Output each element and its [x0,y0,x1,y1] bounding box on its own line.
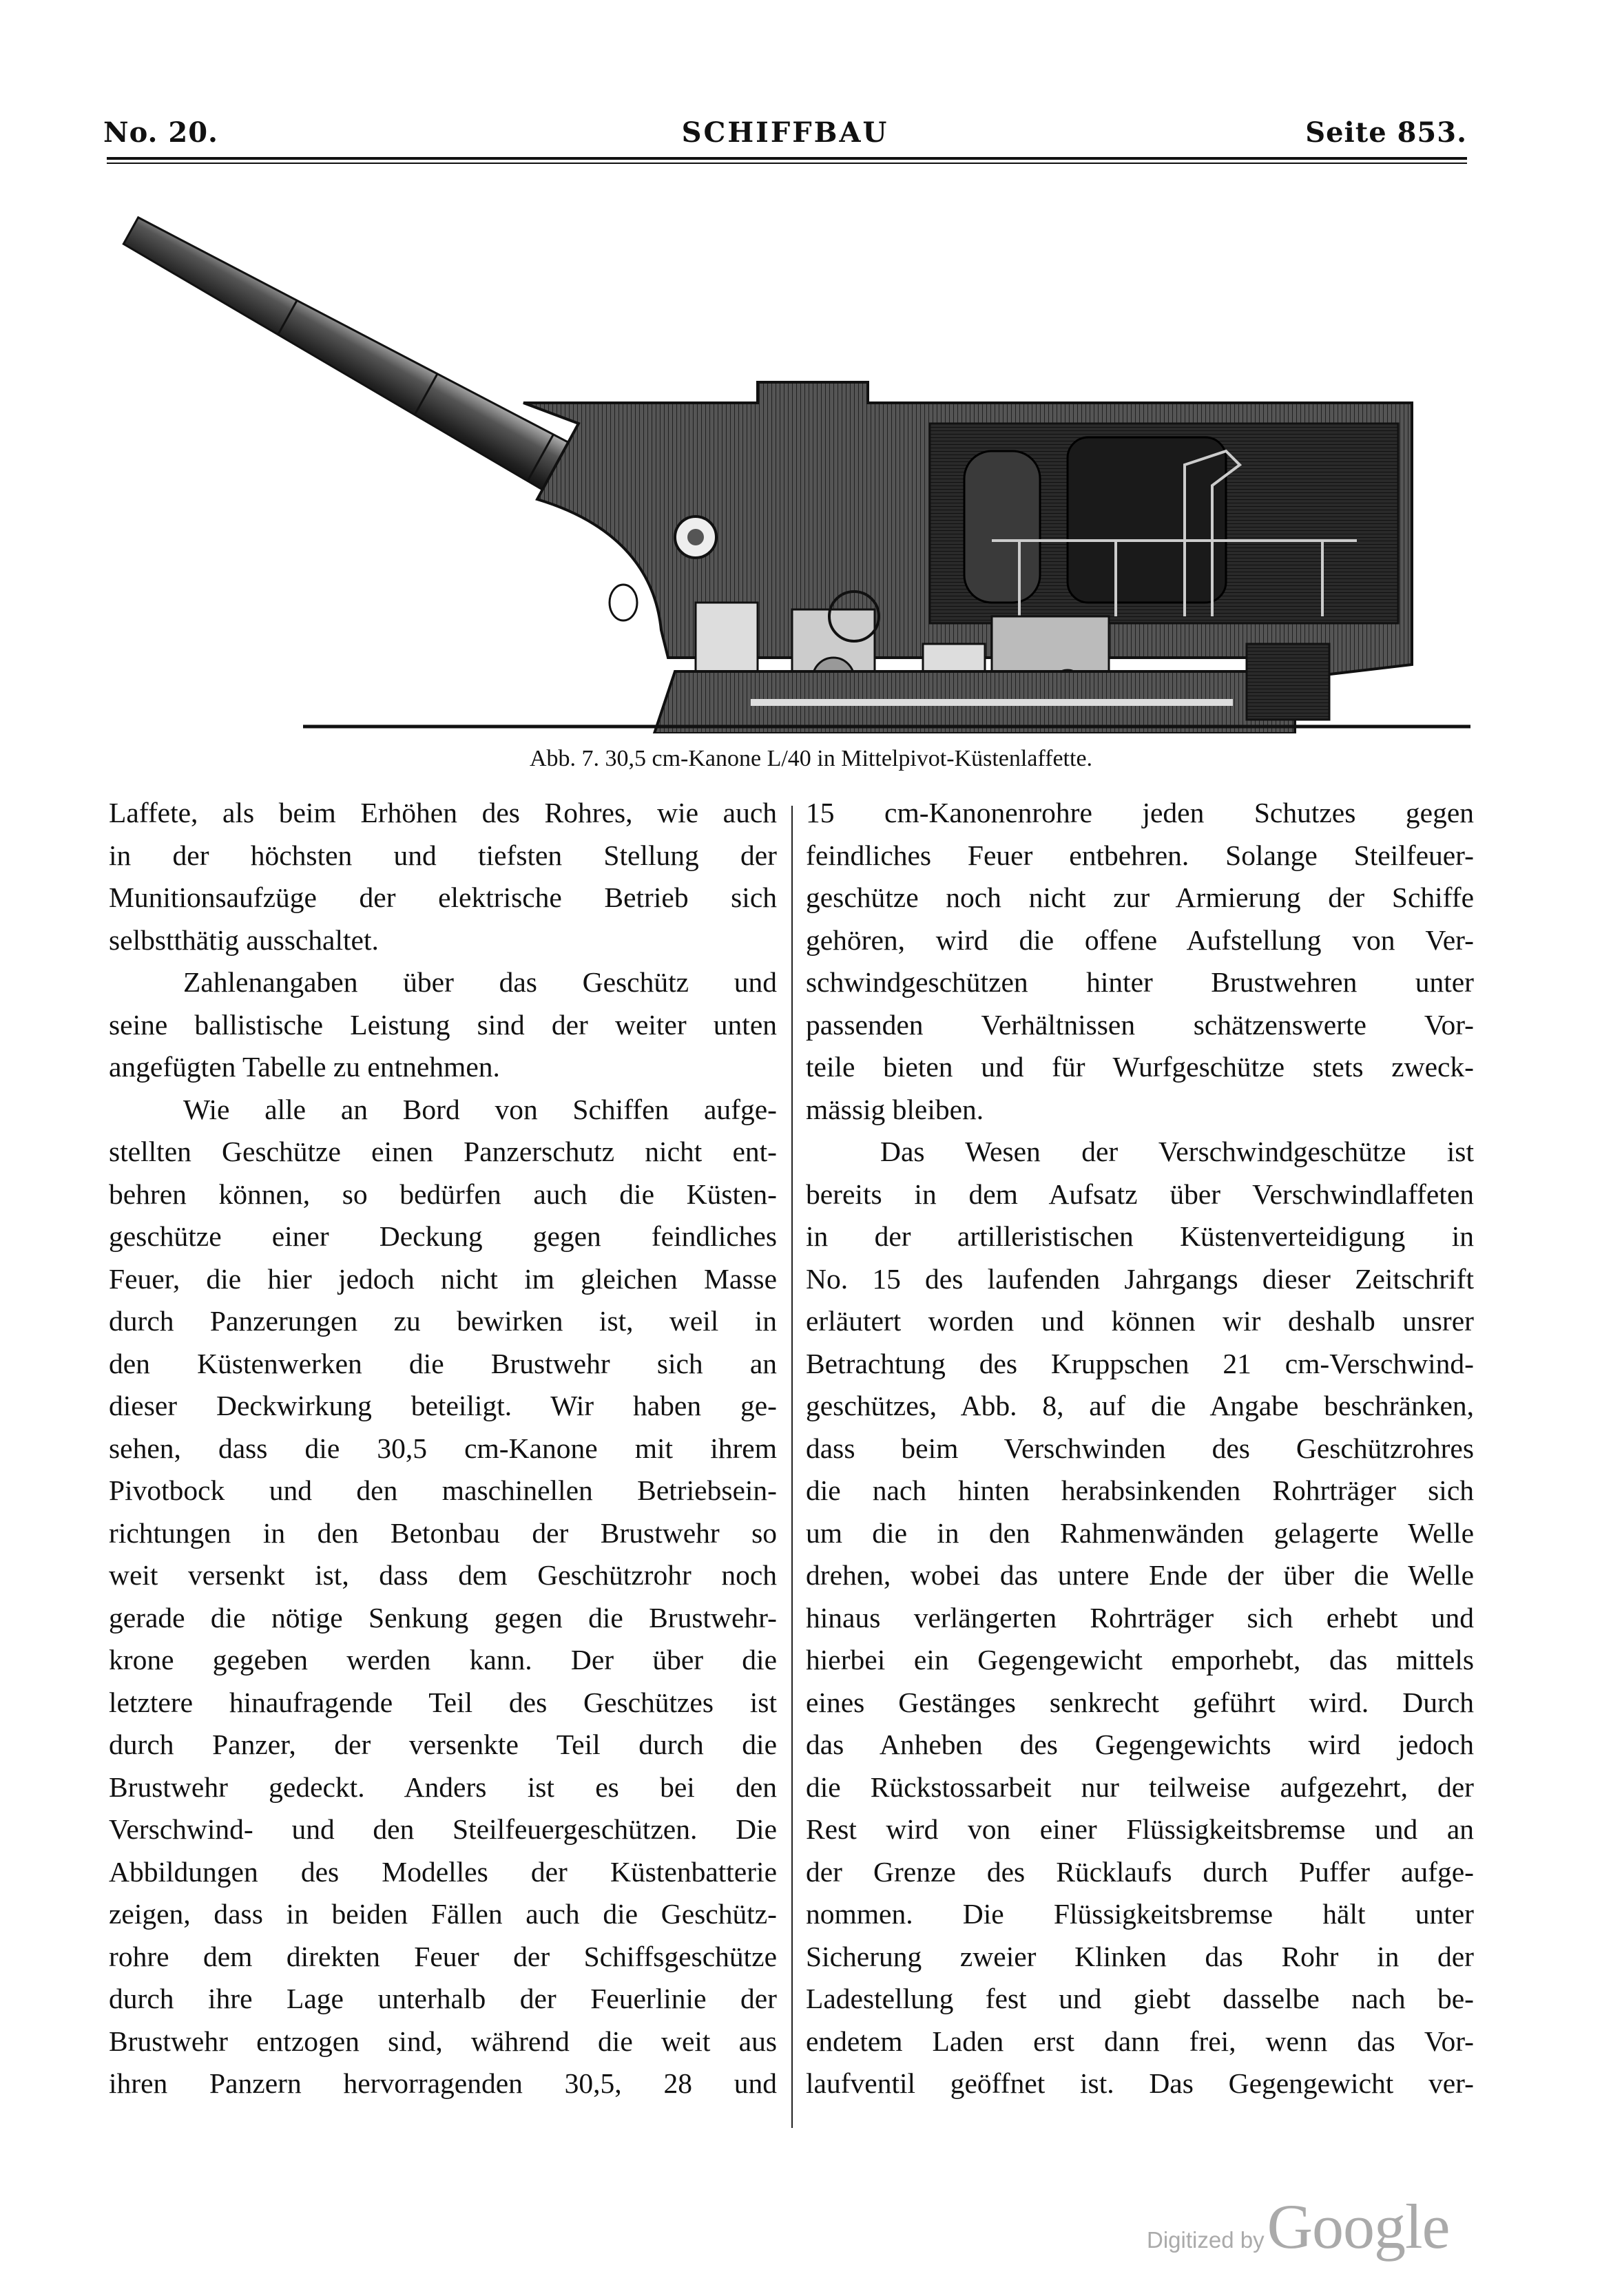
paragraph-line: Brustwehr gedeckt. Anders ist es bei den [109,1771,777,1803]
paragraph-line: seine ballistische Leistung sind der weiter unten [109,1008,777,1041]
paragraph-line: behren können, so bedürfen auch die Küsten- [109,1178,777,1210]
cannon-illustration-icon [110,176,1470,733]
paragraph-line: passenden Verhältnissen schätzenswerte Vor- [806,1008,1474,1041]
paragraph-line: hierbei ein Gegengewicht emporhebt, das mittels [806,1644,1474,1676]
header-rule-thin [107,163,1467,164]
paragraph-line: laufventil geöffnet ist. Das Gegengewicht ver- [806,2067,1474,2099]
paragraph-line: das Anheben des Gegengewichts wird jedoch [806,1729,1474,1760]
paragraph-line: endetem Laden erst dann frei, wenn das Vor- [806,2025,1474,2057]
paragraph-line: Munitionsaufzüge der elektrische Betrieb sich [109,881,777,913]
journal-title: SCHIFFBAU [681,116,889,149]
header-rule-thick [107,157,1467,160]
paragraph-line: Das Wesen der Verschwindgeschütze ist [880,1136,1474,1167]
google-logo-icon: Google [1267,2191,1450,2262]
paragraph-line: gehören, wird die offene Aufstellung von Ver- [806,923,1474,956]
paragraph-line: dieser Deckwirkung beteiligt. Wir haben ge- [109,1390,777,1421]
paragraph-line: Laffete, als beim Erhöhen des Rohres, wie auch [109,797,777,828]
paragraph-line: ihren Panzern hervorragenden 30,5, 28 und [109,2067,777,2099]
paragraph-line: Ladestellung fest und giebt dasselbe nach be- [806,1983,1474,2014]
paragraph-line: Betrachtung des Kruppschen 21 cm-Verschwind- [806,1347,1474,1379]
paragraph-line: Zahlenangaben über das Geschütz und [183,966,777,998]
paragraph-line: No. 15 des laufenden Jahrgangs dieser Zeitschrift [806,1262,1474,1295]
paragraph-line: die Rückstossarbeit nur teilweise aufgezehrt, der [806,1771,1474,1803]
paragraph-line: rohre dem direkten Feuer der Schiffsgeschütze [109,1940,777,1972]
paragraph-line: nommen. Die Flüssigkeitsbremse hält unter [806,1898,1474,1930]
paragraph-line: Pivotbock und den maschinellen Betriebsein- [109,1474,777,1506]
right-column [806,792,1474,2105]
paragraph-line: Feuer, die hier jedoch nicht im gleichen Masse [109,1262,777,1295]
watermark-prefix: Digitized by [1147,2227,1265,2253]
paragraph-line: um die in den Rahmenwänden gelagerte Welle [806,1516,1474,1549]
paragraph-line: durch Panzer, der versenkte Teil durch die [109,1729,777,1760]
digitized-watermark [1147,2190,1449,2263]
paragraph-line: in der höchsten und tiefsten Stellung der [109,839,777,871]
paragraph-line: angefügten Tabelle zu entnehmen. [109,1051,500,1083]
paragraph-line: sehen, dass die 30,5 cm-Kanone mit ihrem [109,1432,777,1464]
paragraph-line: 15 cm-Kanonenrohre jeden Schutzes gegen [806,797,1474,828]
issue-number: No. 20. [103,116,218,149]
paragraph-line: bereits in dem Aufsatz über Verschwindlaffeten [806,1178,1474,1210]
paragraph-line: durch Panzerungen zu bewirken ist, weil in [109,1305,777,1337]
column-divider [791,806,793,2128]
paragraph-line: eines Gestänges senkrecht geführt wird. Durch [806,1686,1474,1718]
paragraph-line: krone gegeben werden kann. Der über die [109,1644,777,1676]
paragraph-line: letztere hinaufragende Teil des Geschützes ist [109,1686,777,1718]
paragraph-line: der Grenze des Rücklaufs durch Puffer aufge- [806,1855,1474,1888]
paragraph-line: Wie alle an Bord von Schiffen aufge- [183,1093,777,1125]
paragraph-line: geschützes, Abb. 8, auf die Angabe beschränken, [806,1390,1474,1421]
paragraph-line: teile bieten und für Wurfgeschütze stets zweck- [806,1051,1474,1083]
paragraph-line: Sicherung zweier Klinken das Rohr in der [806,1940,1474,1972]
paragraph-line: weit versenkt ist, dass dem Geschützrohr noch [109,1559,777,1591]
paragraph-line: mässig bleiben. [806,1093,984,1125]
paragraph-line: Rest wird von einer Flüssigkeitsbremse und an [806,1813,1474,1845]
paragraph-line: durch ihre Lage unterhalb der Feuerlinie der [109,1983,777,2014]
paragraph-line: Brustwehr entzogen sind, während die weit aus [109,2025,777,2057]
paragraph-line: drehen, wobei das untere Ende der über die Welle [806,1559,1474,1591]
paragraph-line: gerade die nötige Senkung gegen die Brustwehr- [109,1601,777,1634]
paragraph-line: schwindgeschützen hinter Brustwehren unter [806,966,1474,998]
paragraph-line: erläutert worden und können wir deshalb unsrer [806,1305,1474,1337]
paragraph-line: in der artilleristischen Küstenverteidigung in [806,1220,1474,1252]
paragraph-line: selbstthätig ausschaltet. [109,923,379,956]
running-header [103,116,1467,150]
paragraph-line: richtungen in den Betonbau der Brustwehr so [109,1516,777,1549]
paragraph-line: stellten Geschütze einen Panzerschutz nicht ent- [109,1136,777,1167]
page-number: Seite 853. [1305,116,1467,149]
figure-cannon [110,176,1470,733]
paragraph-line: Verschwind- und den Steilfeuergeschützen. Die [109,1813,777,1845]
paragraph-line: geschütze einer Deckung gegen feindliches [109,1220,777,1252]
paragraph-line: den Küstenwerken die Brustwehr sich an [109,1347,777,1379]
paragraph-line: dass beim Verschwinden des Geschützrohres [806,1432,1474,1464]
figure-caption: Abb. 7. 30,5 cm-Kanone L/40 in Mittelpivot-Küstenlaffette. [529,746,1093,771]
paragraph-line: feindliches Feuer entbehren. Solange Steilfeuer- [806,839,1474,871]
paragraph-line: die nach hinten herabsinkenden Rohrträger sich [806,1474,1474,1506]
paragraph-line: zeigen, dass in beiden Fällen auch die Geschütz- [109,1898,777,1930]
left-column [109,792,777,2105]
paragraph-line: geschütze noch nicht zur Armierung der Schiffe [806,881,1474,913]
paragraph-line: Abbildungen des Modelles der Küstenbatterie [109,1855,777,1888]
paragraph-line: hinaus verlängerten Rohrträger sich erhebt und [806,1601,1474,1634]
